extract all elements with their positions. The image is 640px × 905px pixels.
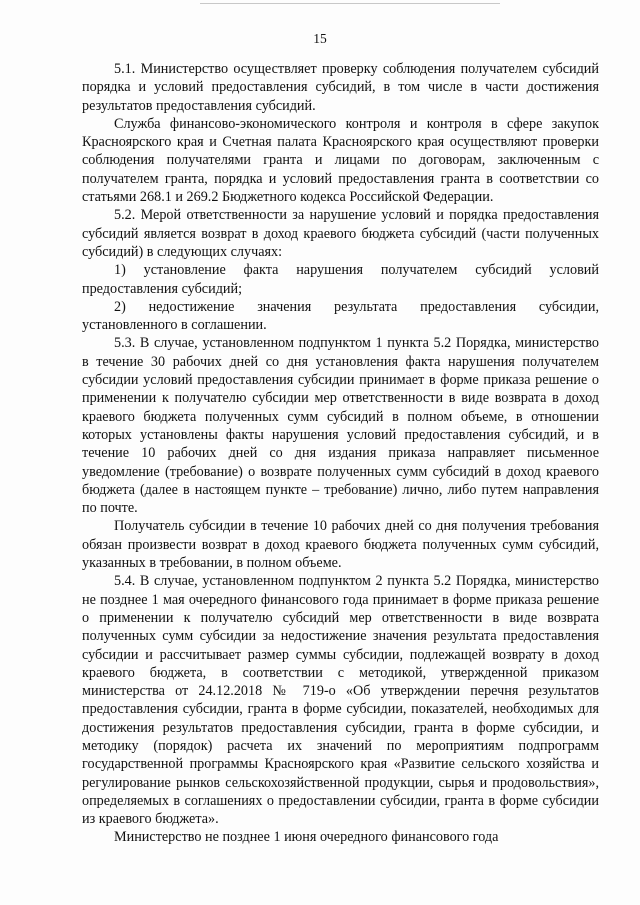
document-body xyxy=(82,60,599,847)
paragraph-5-3: 5.3. В случае, установленном подпунктом 1 пункта 5.2 Порядка, министерство в течение 30 рабочих дней со дня установления факта нарушения получателем субсидии условий предоставления субсидии принимает в форме приказа решение о применении к получателю субсидии мер ответственности в виде возврата в доход краевого бюджета полученных сумм субсидий в полном объеме, в отношении которых установлены факты нарушения условий предоставления субсидий, и в течение 10 рабочих дней со дня издания приказа направляет письменное уведомление (требование) о возврате полученных сумм субсидий в доход краевого бюджета (далее в настоящем пункте – требование) лично, либо путем направления по почте. xyxy=(82,335,599,517)
paragraph-recipient-return: Получатель субсидии в течение 10 рабочих дней со дня получения требования обязан произвести возврат в доход краевого бюджета полученных сумм субсидий, указанных в требовании, в полном объеме. xyxy=(82,518,599,572)
paragraph-control-bodies: Служба финансово-экономического контроля и контроля в сфере закупок Красноярского края и Счетная палата Красноярского края осуществляют проверки соблюдения получателями гранта и лицами по договорам, заключенным с получателем гранта, порядка и условий предоставления гранта в соответствии со статьями 268.1 и 269.2 Бюджетного кодекса Российской Федерации. xyxy=(82,115,599,206)
paragraph-5-2: 5.2. Мерой ответственности за нарушение условий и порядка предоставления субсидий является возврат в доход краевого бюджета субсидий (части полученных субсидий) в следующих случаях: xyxy=(82,207,599,260)
page-number: 15 xyxy=(313,31,327,46)
paragraph-5-1: 5.1. Министерство осуществляет проверку соблюдения получателем субсидий порядка и условий предоставления субсидий, в том числе в части достижения результатов предоставления субсидий. xyxy=(82,61,599,114)
list-item-1: 1) установление факта нарушения получателем субсидий условий предоставления субсидий; xyxy=(82,262,599,297)
top-edge-line xyxy=(200,3,500,4)
paragraph-5-4: 5.4. В случае, установленном подпунктом 2 пункта 5.2 Порядка, министерство не позднее 1 мая очередного финансового года принимает в форме приказа решение о применении к получателю субсидий мер ответственности в виде возврата полученных сумм субсидии за недостижение значения результата предоставления субсидии и рассчитывает размер суммы субсидии, подлежащей возврату в доход краевого бюджета, в соответствии с методикой, утвержденной приказом министерства от 24.12.2018 № 719-о «Об утверждении перечня результатов предоставления субсидии, гранта в форме субсидии, показателей, необходимых для достижения результатов предоставления субсидии, гранта в форме субсидии, и методику (порядок) расчета их значений по мероприятиям подпрограмм государственной программы Красноярского края «Развитие сельского хозяйства и регулирование рынков сельскохозяйственной продукции, сырья и продовольствия», определяемых в соглашениях о предоставлении субсидии, гранта в форме субсидии из краевого бюджета». xyxy=(82,573,599,828)
paragraph-ministry-deadline: Министерство не позднее 1 июня очередного финансового года xyxy=(114,829,499,846)
list-item-2: 2) недостижение значения результата предоставления субсидии, установленного в соглашении. xyxy=(82,298,599,334)
